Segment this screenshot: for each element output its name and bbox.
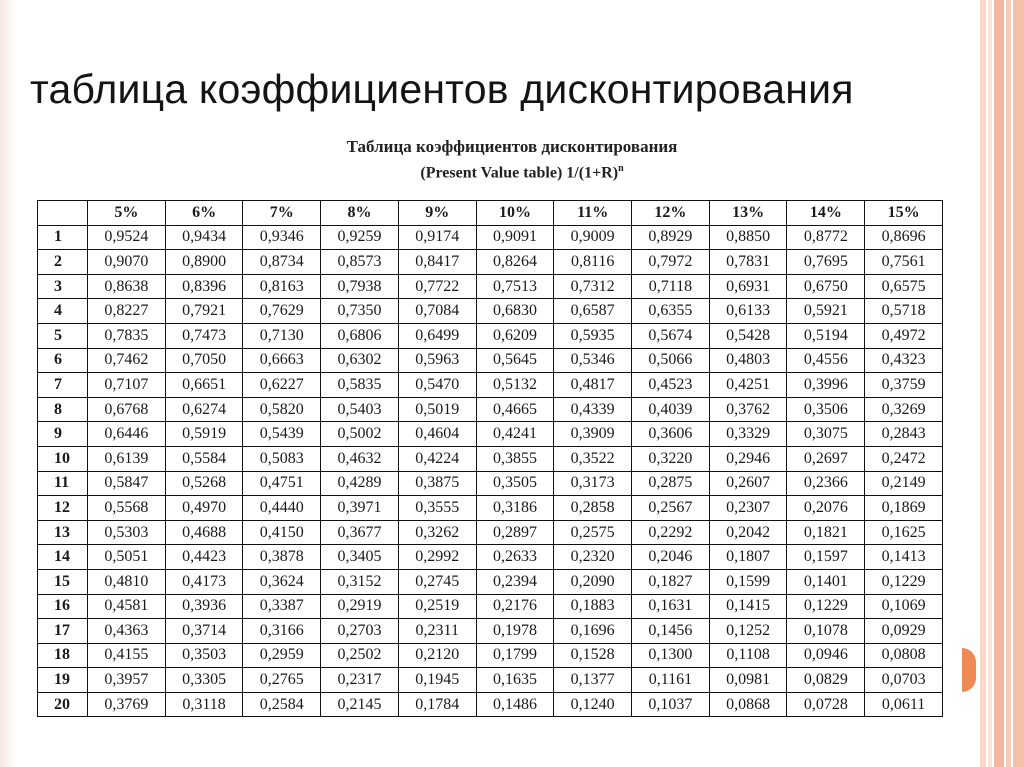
factor-cell: 0,4440 — [243, 496, 321, 521]
header-rate-cell: 10% — [476, 201, 554, 226]
table-row — [38, 692, 943, 717]
factor-cell: 0,3075 — [787, 422, 865, 447]
factor-cell: 0,0981 — [709, 668, 787, 693]
factor-cell: 0,1229 — [787, 594, 865, 619]
period-cell: 6 — [38, 348, 88, 373]
factor-cell: 0,5439 — [243, 422, 321, 447]
period-cell: 11 — [38, 471, 88, 496]
factor-cell: 0,2502 — [321, 643, 399, 668]
factor-cell: 0,2292 — [632, 520, 710, 545]
factor-cell: 0,2149 — [865, 471, 943, 496]
factor-cell: 0,7473 — [165, 323, 243, 348]
factor-cell: 0,1799 — [476, 643, 554, 668]
factor-cell: 0,1883 — [554, 594, 632, 619]
factor-cell: 0,8163 — [243, 274, 321, 299]
factor-cell: 0,0808 — [865, 643, 943, 668]
factor-cell: 0,3909 — [554, 422, 632, 447]
factor-cell: 0,1037 — [632, 692, 710, 717]
slide-left-edge — [0, 0, 16, 767]
factor-cell: 0,0929 — [865, 619, 943, 644]
factor-cell: 0,6499 — [398, 323, 476, 348]
factor-cell: 0,1078 — [787, 619, 865, 644]
factor-cell: 0,7084 — [398, 299, 476, 324]
factor-cell: 0,8116 — [554, 250, 632, 275]
factor-cell: 0,3957 — [88, 668, 166, 693]
header-rate-cell: 15% — [865, 201, 943, 226]
factor-cell: 0,1869 — [865, 496, 943, 521]
factor-cell: 0,4972 — [865, 323, 943, 348]
factor-cell: 0,4363 — [88, 619, 166, 644]
factor-cell: 0,9259 — [321, 225, 399, 250]
factor-cell: 0,4224 — [398, 446, 476, 471]
factor-cell: 0,2320 — [554, 545, 632, 570]
header-corner-cell — [38, 201, 88, 226]
period-cell: 7 — [38, 373, 88, 398]
factor-cell: 0,1945 — [398, 668, 476, 693]
factor-cell: 0,2317 — [321, 668, 399, 693]
factor-cell: 0,8734 — [243, 250, 321, 275]
factor-cell: 0,5428 — [709, 323, 787, 348]
factor-cell: 0,1229 — [865, 569, 943, 594]
factor-cell: 0,3118 — [165, 692, 243, 717]
factor-cell: 0,7130 — [243, 323, 321, 348]
factor-cell: 0,7722 — [398, 274, 476, 299]
factor-cell: 0,4289 — [321, 471, 399, 496]
factor-cell: 0,3173 — [554, 471, 632, 496]
factor-cell: 0,1528 — [554, 643, 632, 668]
factor-cell: 0,7050 — [165, 348, 243, 373]
factor-cell: 0,1625 — [865, 520, 943, 545]
table-row — [38, 299, 943, 324]
factor-cell: 0,5919 — [165, 422, 243, 447]
factor-cell: 0,6446 — [88, 422, 166, 447]
factor-cell: 0,5835 — [321, 373, 399, 398]
factor-cell: 0,9091 — [476, 225, 554, 250]
factor-cell: 0,5568 — [88, 496, 166, 521]
table-row — [38, 274, 943, 299]
factor-cell: 0,8417 — [398, 250, 476, 275]
factor-cell: 0,5019 — [398, 397, 476, 422]
factor-cell: 0,4150 — [243, 520, 321, 545]
factor-cell: 0,1807 — [709, 545, 787, 570]
period-cell: 13 — [38, 520, 88, 545]
decorative-stripes — [980, 0, 1024, 767]
factor-cell: 0,5303 — [88, 520, 166, 545]
header-rate-cell: 5% — [88, 201, 166, 226]
factor-cell: 0,7831 — [709, 250, 787, 275]
period-cell: 19 — [38, 668, 88, 693]
factor-cell: 0,2584 — [243, 692, 321, 717]
factor-cell: 0,1631 — [632, 594, 710, 619]
factor-cell: 0,2607 — [709, 471, 787, 496]
header-rate-cell: 6% — [165, 201, 243, 226]
factor-cell: 0,6302 — [321, 348, 399, 373]
stripe — [994, 0, 1004, 767]
factor-cell: 0,3762 — [709, 397, 787, 422]
factor-cell: 0,2311 — [398, 619, 476, 644]
table-row — [38, 619, 943, 644]
period-cell: 1 — [38, 225, 88, 250]
factor-cell: 0,1069 — [865, 594, 943, 619]
factor-cell: 0,2042 — [709, 520, 787, 545]
header-rate-cell: 11% — [554, 201, 632, 226]
factor-cell: 0,5132 — [476, 373, 554, 398]
factor-cell: 0,5346 — [554, 348, 632, 373]
factor-cell: 0,8772 — [787, 225, 865, 250]
factor-cell: 0,6209 — [476, 323, 554, 348]
stripe — [1006, 0, 1011, 767]
factor-cell: 0,3971 — [321, 496, 399, 521]
factor-cell: 0,8638 — [88, 274, 166, 299]
factor-cell: 0,8396 — [165, 274, 243, 299]
period-cell: 4 — [38, 299, 88, 324]
factor-cell: 0,1108 — [709, 643, 787, 668]
factor-cell: 0,7629 — [243, 299, 321, 324]
factor-cell: 0,3220 — [632, 446, 710, 471]
header-rate-cell: 8% — [321, 201, 399, 226]
factor-cell: 0,2897 — [476, 520, 554, 545]
factor-cell: 0,5470 — [398, 373, 476, 398]
factor-cell: 0,2745 — [398, 569, 476, 594]
period-cell: 2 — [38, 250, 88, 275]
factor-cell: 0,3936 — [165, 594, 243, 619]
factor-cell: 0,4251 — [709, 373, 787, 398]
factor-cell: 0,1784 — [398, 692, 476, 717]
caption-subtitle — [0, 158, 1024, 184]
factor-cell: 0,3996 — [787, 373, 865, 398]
factor-cell: 0,3387 — [243, 594, 321, 619]
factor-cell: 0,3262 — [398, 520, 476, 545]
factor-cell: 0,1827 — [632, 569, 710, 594]
factor-cell: 0,0829 — [787, 668, 865, 693]
factor-cell: 0,5083 — [243, 446, 321, 471]
table-row — [38, 471, 943, 496]
factor-cell: 0,2307 — [709, 496, 787, 521]
factor-cell: 0,2076 — [787, 496, 865, 521]
factor-cell: 0,1415 — [709, 594, 787, 619]
caption-formula: (Present Value table) 1/(1+R) — [420, 164, 619, 182]
factor-cell: 0,2843 — [865, 422, 943, 447]
factor-cell: 0,6355 — [632, 299, 710, 324]
period-cell: 12 — [38, 496, 88, 521]
factor-cell: 0,8227 — [88, 299, 166, 324]
factor-cell: 0,9524 — [88, 225, 166, 250]
factor-cell: 0,2567 — [632, 496, 710, 521]
factor-cell: 0,4688 — [165, 520, 243, 545]
factor-cell: 0,7561 — [865, 250, 943, 275]
period-cell: 18 — [38, 643, 88, 668]
factor-cell: 0,5051 — [88, 545, 166, 570]
period-cell: 10 — [38, 446, 88, 471]
factor-cell: 0,3329 — [709, 422, 787, 447]
factor-cell: 0,6768 — [88, 397, 166, 422]
factor-cell: 0,5066 — [632, 348, 710, 373]
factor-cell: 0,1252 — [709, 619, 787, 644]
factor-cell: 0,4423 — [165, 545, 243, 570]
factor-cell: 0,7312 — [554, 274, 632, 299]
factor-cell: 0,2858 — [554, 496, 632, 521]
table-row — [38, 643, 943, 668]
period-cell: 8 — [38, 397, 88, 422]
factor-cell: 0,3186 — [476, 496, 554, 521]
factor-cell: 0,0946 — [787, 643, 865, 668]
factor-cell: 0,4665 — [476, 397, 554, 422]
factor-cell: 0,1821 — [787, 520, 865, 545]
period-cell: 17 — [38, 619, 88, 644]
factor-cell: 0,2765 — [243, 668, 321, 693]
factor-cell: 0,5403 — [321, 397, 399, 422]
factor-cell: 0,7513 — [476, 274, 554, 299]
factor-cell: 0,8929 — [632, 225, 710, 250]
factor-cell: 0,6227 — [243, 373, 321, 398]
factor-cell: 0,3505 — [476, 471, 554, 496]
factor-cell: 0,3522 — [554, 446, 632, 471]
factor-cell: 0,1696 — [554, 619, 632, 644]
factor-cell: 0,3305 — [165, 668, 243, 693]
table-header-row — [38, 201, 943, 226]
table-row — [38, 250, 943, 275]
factor-cell: 0,6139 — [88, 446, 166, 471]
table-row — [38, 397, 943, 422]
factor-cell: 0,4604 — [398, 422, 476, 447]
period-cell: 20 — [38, 692, 88, 717]
table-row — [38, 373, 943, 398]
factor-cell: 0,4810 — [88, 569, 166, 594]
factor-cell: 0,1300 — [632, 643, 710, 668]
table-row — [38, 323, 943, 348]
header-rate-cell: 12% — [632, 201, 710, 226]
factor-cell: 0,6575 — [865, 274, 943, 299]
factor-cell: 0,7695 — [787, 250, 865, 275]
factor-cell: 0,3269 — [865, 397, 943, 422]
table-row — [38, 569, 943, 594]
factor-cell: 0,2519 — [398, 594, 476, 619]
table-row — [38, 520, 943, 545]
header-rate-cell: 7% — [243, 201, 321, 226]
table-row — [38, 446, 943, 471]
factor-cell: 0,2992 — [398, 545, 476, 570]
period-cell: 3 — [38, 274, 88, 299]
factor-cell: 0,3875 — [398, 471, 476, 496]
factor-cell: 0,6133 — [709, 299, 787, 324]
factor-cell: 0,6663 — [243, 348, 321, 373]
factor-cell: 0,3855 — [476, 446, 554, 471]
factor-cell: 0,5847 — [88, 471, 166, 496]
factor-cell: 0,9346 — [243, 225, 321, 250]
factor-cell: 0,7921 — [165, 299, 243, 324]
factor-cell: 0,3506 — [787, 397, 865, 422]
factor-cell: 0,4339 — [554, 397, 632, 422]
factor-cell: 0,4817 — [554, 373, 632, 398]
factor-cell: 0,2145 — [321, 692, 399, 717]
factor-cell: 0,5963 — [398, 348, 476, 373]
factor-cell: 0,1486 — [476, 692, 554, 717]
factor-cell: 0,1240 — [554, 692, 632, 717]
factor-cell: 0,1456 — [632, 619, 710, 644]
factor-cell: 0,4803 — [709, 348, 787, 373]
table-body — [38, 225, 943, 717]
factor-cell: 0,2633 — [476, 545, 554, 570]
factor-cell: 0,4556 — [787, 348, 865, 373]
factor-cell: 0,6931 — [709, 274, 787, 299]
factor-cell: 0,2090 — [554, 569, 632, 594]
factor-cell: 0,2919 — [321, 594, 399, 619]
factor-cell: 0,9009 — [554, 225, 632, 250]
factor-cell: 0,3714 — [165, 619, 243, 644]
factor-cell: 0,5584 — [165, 446, 243, 471]
factor-cell: 0,8696 — [865, 225, 943, 250]
factor-cell: 0,6806 — [321, 323, 399, 348]
factor-cell: 0,5820 — [243, 397, 321, 422]
factor-cell: 0,3555 — [398, 496, 476, 521]
factor-cell: 0,5268 — [165, 471, 243, 496]
factor-cell: 0,5002 — [321, 422, 399, 447]
factor-cell: 0,5674 — [632, 323, 710, 348]
factor-cell: 0,9434 — [165, 225, 243, 250]
factor-cell: 0,7107 — [88, 373, 166, 398]
factor-cell: 0,2946 — [709, 446, 787, 471]
factor-cell: 0,3152 — [321, 569, 399, 594]
period-cell: 16 — [38, 594, 88, 619]
factor-cell: 0,3166 — [243, 619, 321, 644]
factor-cell: 0,1635 — [476, 668, 554, 693]
factor-cell: 0,2875 — [632, 471, 710, 496]
period-cell: 5 — [38, 323, 88, 348]
orange-tab-decoration — [962, 648, 976, 692]
caption-title: Таблица коэффициентов дисконтирования — [346, 137, 678, 156]
factor-cell: 0,4155 — [88, 643, 166, 668]
factor-cell: 0,1401 — [787, 569, 865, 594]
factor-cell: 0,7118 — [632, 274, 710, 299]
factor-cell: 0,4523 — [632, 373, 710, 398]
stripe — [1013, 0, 1024, 767]
factor-cell: 0,4970 — [165, 496, 243, 521]
factor-cell: 0,7835 — [88, 323, 166, 348]
factor-cell: 0,7938 — [321, 274, 399, 299]
factor-cell: 0,1599 — [709, 569, 787, 594]
factor-cell: 0,8573 — [321, 250, 399, 275]
factor-cell: 0,3759 — [865, 373, 943, 398]
factor-cell: 0,9174 — [398, 225, 476, 250]
factor-cell: 0,2046 — [632, 545, 710, 570]
factor-cell: 0,0703 — [865, 668, 943, 693]
factor-cell: 0,5718 — [865, 299, 943, 324]
factor-cell: 0,2575 — [554, 520, 632, 545]
factor-cell: 0,2394 — [476, 569, 554, 594]
factor-cell: 0,4581 — [88, 594, 166, 619]
factor-cell: 0,9070 — [88, 250, 166, 275]
factor-cell: 0,3624 — [243, 569, 321, 594]
stripe — [980, 0, 986, 767]
period-cell: 14 — [38, 545, 88, 570]
factor-cell: 0,1978 — [476, 619, 554, 644]
header-rate-cell: 14% — [787, 201, 865, 226]
factor-cell: 0,7972 — [632, 250, 710, 275]
factor-cell: 0,3769 — [88, 692, 166, 717]
factor-cell: 0,4173 — [165, 569, 243, 594]
factor-cell: 0,3503 — [165, 643, 243, 668]
table-row — [38, 545, 943, 570]
factor-cell: 0,1597 — [787, 545, 865, 570]
table-row — [38, 496, 943, 521]
period-cell: 9 — [38, 422, 88, 447]
factor-cell: 0,4632 — [321, 446, 399, 471]
factor-cell: 0,5645 — [476, 348, 554, 373]
factor-cell: 0,2366 — [787, 471, 865, 496]
factor-cell: 0,2176 — [476, 594, 554, 619]
factor-cell: 0,1161 — [632, 668, 710, 693]
table-caption — [0, 136, 1024, 184]
factor-cell: 0,6274 — [165, 397, 243, 422]
present-value-table — [37, 200, 943, 717]
factor-cell: 0,6830 — [476, 299, 554, 324]
header-rate-cell: 13% — [709, 201, 787, 226]
slide-title: таблица коэффициентов дисконтирования — [30, 66, 854, 112]
factor-cell: 0,3878 — [243, 545, 321, 570]
factor-cell: 0,6587 — [554, 299, 632, 324]
factor-cell: 0,7350 — [321, 299, 399, 324]
factor-cell: 0,0728 — [787, 692, 865, 717]
table-row — [38, 594, 943, 619]
factor-cell: 0,5921 — [787, 299, 865, 324]
table-row — [38, 348, 943, 373]
factor-cell: 0,4751 — [243, 471, 321, 496]
header-rate-cell: 9% — [398, 201, 476, 226]
factor-cell: 0,0611 — [865, 692, 943, 717]
factor-cell: 0,2697 — [787, 446, 865, 471]
factor-cell: 0,5935 — [554, 323, 632, 348]
period-cell: 15 — [38, 569, 88, 594]
factor-cell: 0,2959 — [243, 643, 321, 668]
factor-cell: 0,3606 — [632, 422, 710, 447]
factor-cell: 0,3405 — [321, 545, 399, 570]
table-row — [38, 225, 943, 250]
caption-exponent: n — [618, 163, 624, 174]
factor-cell: 0,0868 — [709, 692, 787, 717]
factor-cell: 0,4039 — [632, 397, 710, 422]
factor-cell: 0,8900 — [165, 250, 243, 275]
factor-cell: 0,7462 — [88, 348, 166, 373]
factor-cell: 0,5194 — [787, 323, 865, 348]
table-row — [38, 422, 943, 447]
factor-cell: 0,8850 — [709, 225, 787, 250]
factor-cell: 0,2703 — [321, 619, 399, 644]
factor-cell: 0,3677 — [321, 520, 399, 545]
factor-cell: 0,8264 — [476, 250, 554, 275]
factor-cell: 0,1377 — [554, 668, 632, 693]
factor-cell: 0,1413 — [865, 545, 943, 570]
factor-cell: 0,4241 — [476, 422, 554, 447]
table-row — [38, 668, 943, 693]
factor-cell: 0,6750 — [787, 274, 865, 299]
factor-cell: 0,2472 — [865, 446, 943, 471]
factor-cell: 0,2120 — [398, 643, 476, 668]
factor-cell: 0,6651 — [165, 373, 243, 398]
factor-cell: 0,4323 — [865, 348, 943, 373]
stripe — [988, 0, 992, 767]
